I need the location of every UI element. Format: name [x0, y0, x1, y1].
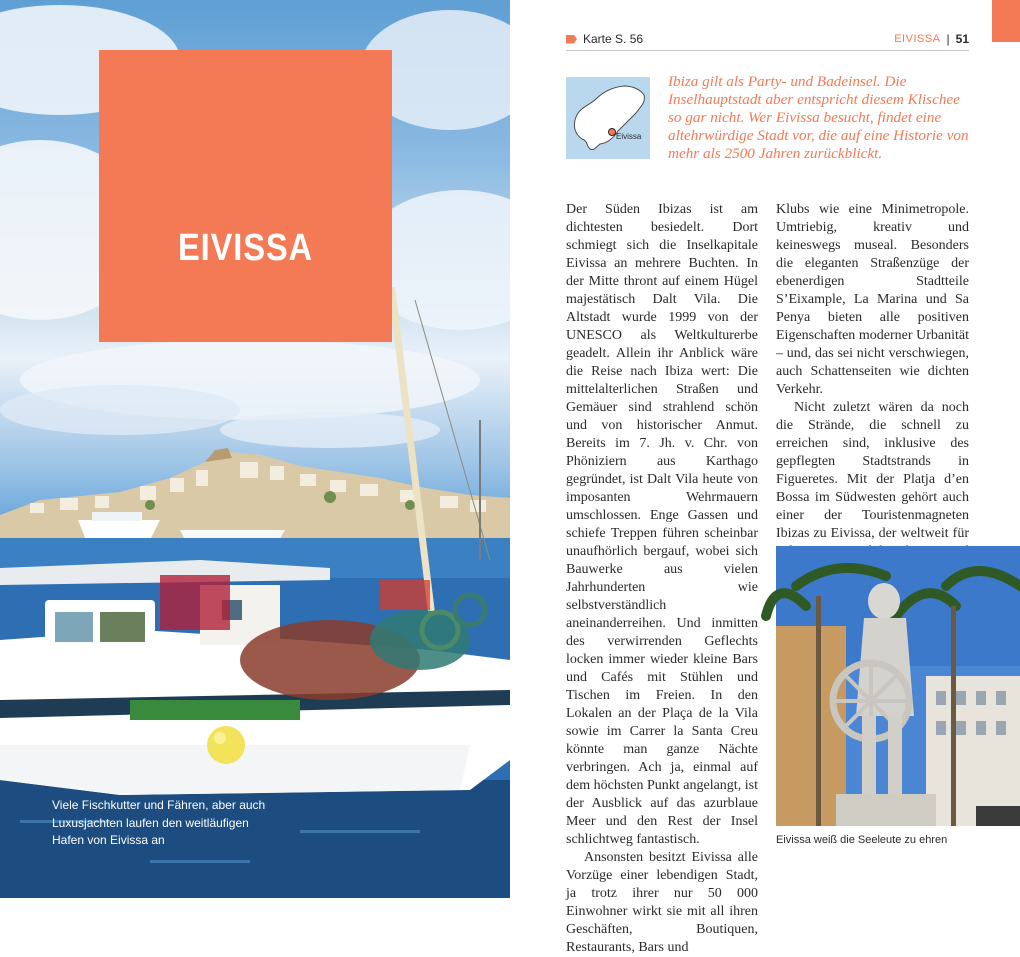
- statue-photo: [776, 546, 1020, 826]
- body-column-2: [776, 201, 969, 579]
- left-page-photo: [0, 0, 510, 898]
- chapter-title-box: [99, 50, 392, 342]
- header-separator: |: [946, 32, 950, 46]
- flag-icon: [566, 35, 577, 44]
- island-map-icon: [566, 77, 650, 159]
- chapter-tab-marker: [992, 0, 1020, 42]
- map-reference-text: Karte S. 56: [583, 32, 644, 46]
- paragraph: Der Süden Ibizas ist am dichtesten besiedelt. Dort schmiegt sich die Inselkapitale Eivissa an mehrere Buchten. In der Mitte thront auf einem Hügel majestätisch Dalt Vila. Die Altstadt wurde 1999 von der UNESCO als Weltkulturerbe geadelt. Allein ihr Anblick wäre die Reise nach Ibiza wert: Die mittelalterlichen Straßen und Gemäuer sind strahlend schön und von historischer Anmut. Bereits im 7. Jh. v. Chr. von Phöniziern aus Karthago gegründet, ist Dalt Vila heute von imposanten Wehrmauern umschlossen. Enge Gassen und schiefe Treppen führen scheinbar unaufhörlich bergauf, wobei sich Bauwerke aus vielen Jahrhunderten wie selbstverständlich aneinanderreihen. Und inmitten des verwirrenden Geflechts locken immer wieder kleine Bars und Cafés mit Stühlen und Tischen im Freien. In den Lokalen an der Plaça de la Vila sowie im Carrer la Santa Creu könnte man ganze Nächte verbringen. Ach ja, einmal auf dem höchsten Punkt angelangt, ist der Ausblick auf das azurblaue Meer und den Rest der Insel schlichtweg fantastisch.: [566, 202, 758, 847]
- paragraph: Nicht zuletzt wären da noch die Strände, die schnell zu erreichen sind, inklusive des gepflegten Stadtstrands in Figueretes. Mit der Platja d’en Bossa im Südwesten gehört auch einer der Touristenmagneten Ibizas zu Eivissa, der weltweit für: [776, 400, 969, 541]
- locator-map: [566, 77, 650, 159]
- map-reference-link[interactable]: [566, 32, 643, 46]
- statue-caption: Eivissa weiß die Seeleute zu ehren: [776, 834, 948, 846]
- page-header: [566, 31, 969, 51]
- intro-text: Ibiza gilt als Party- und Badeinsel. Die Inselhauptstadt aber entspricht diesem Klischee so gar nicht. Wer Eivissa besucht, findet eine altehrwürdige Stadt vor, die auf eine Historie von mehr als 2500 Jahren zurückblickt.: [668, 73, 969, 162]
- page-number: 51: [955, 32, 969, 46]
- paragraph: Klubs wie eine Minimetropole. Umtriebig, kreativ und keineswegs museal. Besonders die eleganten Straßenzüge der ebenerdigen Stadtteile S’Eixample, La Marina und Sa Penya bieten alle positiven Eigenschaften moderner Urbanität – und, das sei nicht verschwiegen, auch Schattenseiten wie dichten Verkehr.: [776, 202, 969, 397]
- section-name: EIVISSA: [894, 33, 941, 45]
- chapter-title: EIVISSA: [178, 227, 313, 269]
- body-column-1: [566, 201, 758, 957]
- photo-caption: Viele Fischkutter und Fähren, aber auch Luxusjachten laufen den weitläufigen Hafen von Eivissa an: [52, 798, 266, 847]
- map-city-label: Eivissa: [616, 132, 642, 141]
- running-head: [894, 32, 969, 46]
- right-page: [510, 0, 1020, 955]
- paragraph: Ansonsten besitzt Eivissa alle Vorzüge einer lebendigen Stadt, ja trotz ihrer nur 50 000 Einwohner wirkt sie mit all ihren Geschäften, Boutiquen, Restaurants, Bars und: [566, 850, 758, 955]
